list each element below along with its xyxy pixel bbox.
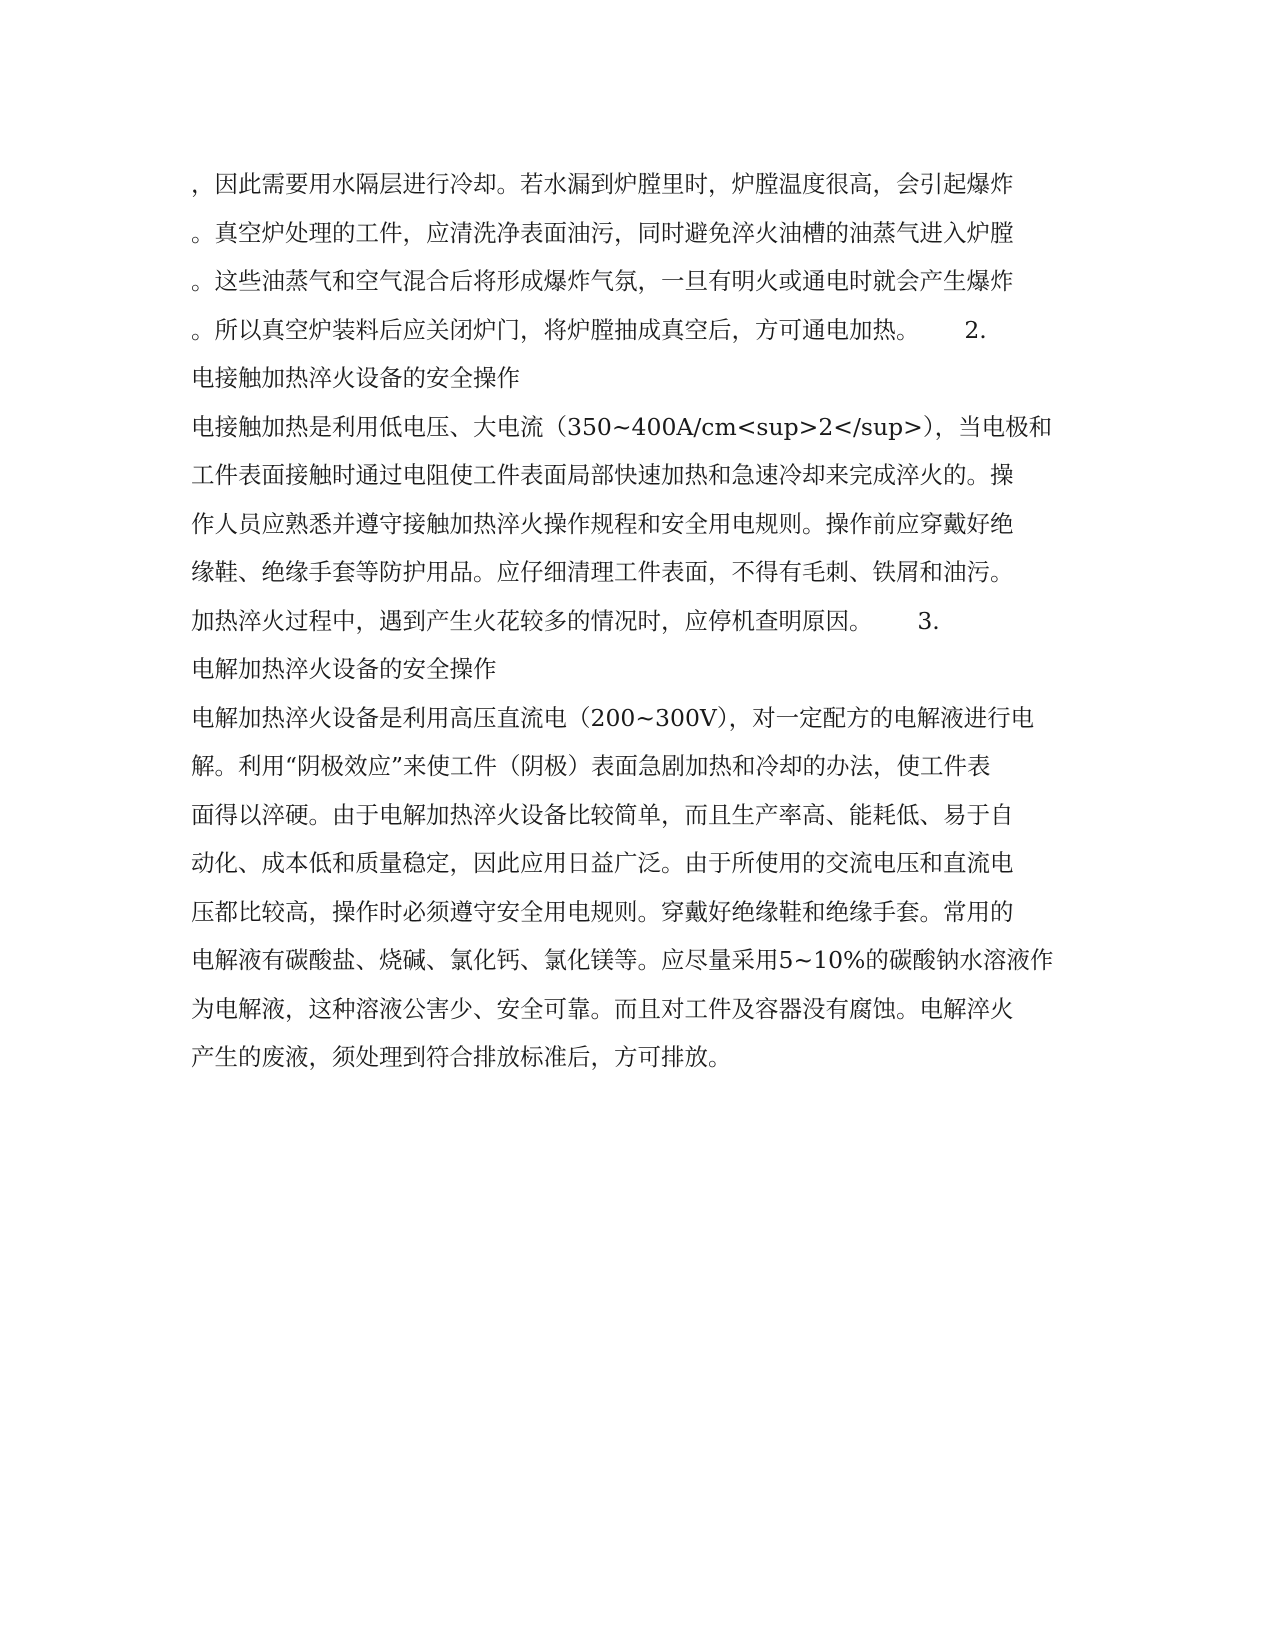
text-line: 工件表面接触时通过电阻使工件表面局部快速加热和急速冷却来完成淬火的。操: [191, 461, 1014, 489]
text-line: 电解液有碳酸盐、烧碱、氯化钙、氯化镁等。应尽量采用5~10%的碳酸钠水溶液作: [191, 946, 1054, 974]
body-text: [191, 160, 1091, 1082]
text-line: 。所以真空炉装料后应关闭炉门，将炉膛抽成真空后，方可通电加热。 2.: [191, 315, 987, 344]
text-line: 电接触加热是利用低电压、大电流（350~400A/cm<sup>2</sup>），当电极和: [191, 412, 1053, 441]
text-line: ，因此需要用水隔层进行冷却。若水漏到炉膛里时，炉膛温度很高，会引起爆炸: [191, 170, 1014, 198]
section-heading: 电解加热淬火设备的安全操作: [191, 655, 497, 683]
text-line: 缘鞋、绝缘手套等防护用品。应仔细清理工件表面，不得有毛刺、铁屑和油污。: [191, 558, 1014, 586]
text-line: 电解加热淬火设备是利用高压直流电（200~300V），对一定配方的电解液进行电: [191, 703, 1035, 732]
text-line: 加热淬火过程中，遇到产生火花较多的情况时，应停机查明原因。 3.: [191, 606, 940, 635]
text-line: 解。利用“阴极效应”来使工件（阴极）表面急剧加热和冷却的办法，使工件表: [191, 752, 991, 780]
text-line: 动化、成本低和质量稳定，因此应用日益广泛。由于所使用的交流电压和直流电: [191, 849, 1014, 877]
text-line: 。真空炉处理的工件，应清洗净表面油污，同时避免淬火油槽的油蒸气进入炉膛: [191, 218, 1014, 247]
text-line: 作人员应熟悉并遵守接触加热淬火操作规程和安全用电规则。操作前应穿戴好绝: [191, 509, 1014, 538]
section-heading: 电接触加热淬火设备的安全操作: [191, 364, 520, 392]
text-line: 。这些油蒸气和空气混合后将形成爆炸气氛，一旦有明火或通电时就会产生爆炸: [191, 267, 1014, 295]
text-line: 面得以淬硬。由于电解加热淬火设备比较简单，而且生产率高、能耗低、易于自: [191, 800, 1014, 829]
text-line: 为电解液，这种溶液公害少、安全可靠。而且对工件及容器没有腐蚀。电解淬火: [191, 994, 1014, 1023]
text-line: 压都比较高，操作时必须遵守安全用电规则。穿戴好绝缘鞋和绝缘手套。常用的: [191, 897, 1014, 926]
text-line: 产生的废液，须处理到符合排放标准后，方可排放。: [191, 1043, 732, 1071]
